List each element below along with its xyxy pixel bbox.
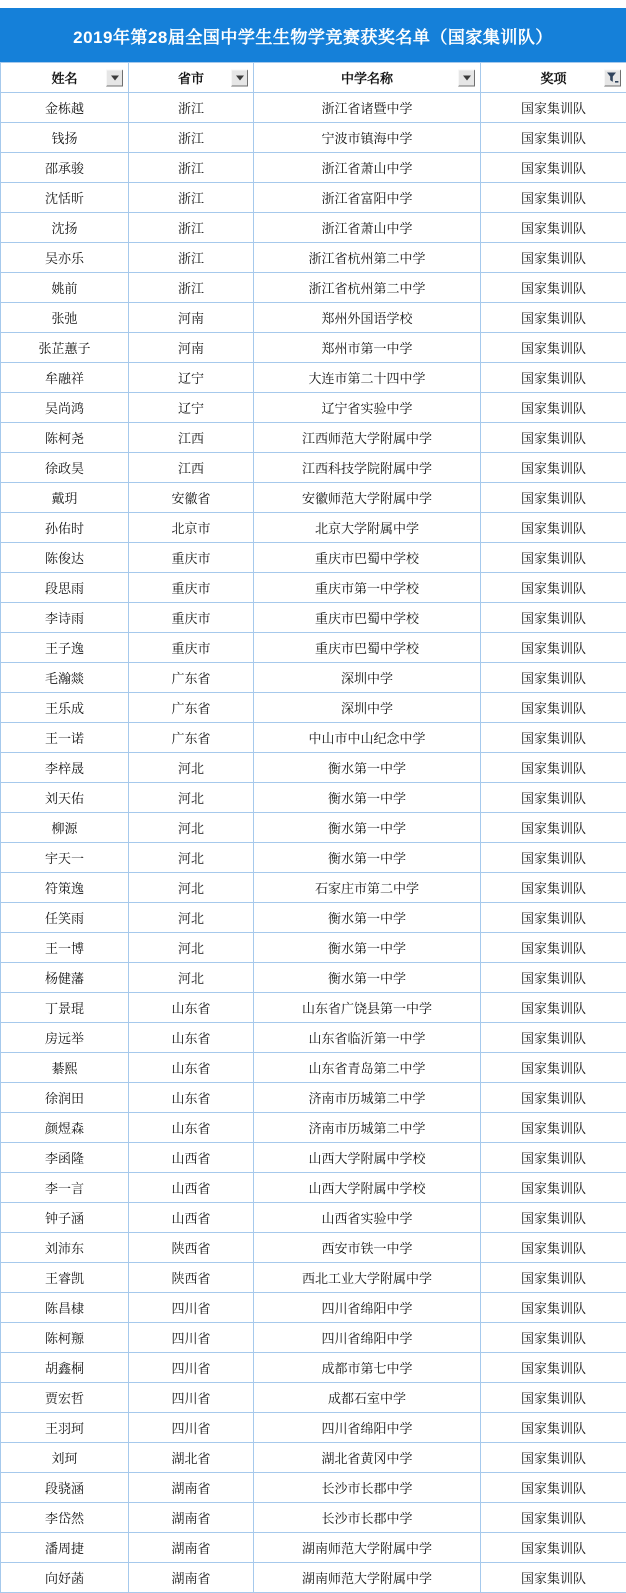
cell-school[interactable]: 深圳中学 (254, 663, 481, 693)
cell-province[interactable]: 四川省 (129, 1383, 254, 1413)
table-row (1, 903, 626, 933)
cell-name[interactable]: 钟子涵 (1, 1203, 129, 1233)
cell-province[interactable]: 河北 (129, 753, 254, 783)
cell-award[interactable]: 国家集训队 (481, 963, 626, 993)
cell-province[interactable]: 四川省 (129, 1353, 254, 1383)
cell-school[interactable]: 辽宁省实验中学 (254, 393, 481, 423)
cell-name[interactable]: 吴亦乐 (1, 243, 129, 273)
table-row (1, 1023, 626, 1053)
table-row (1, 1503, 626, 1533)
cell-school[interactable]: 成都石室中学 (254, 1383, 481, 1413)
awards-table (0, 62, 626, 1593)
cell-name[interactable]: 王一诺 (1, 723, 129, 753)
cell-name[interactable]: 房远举 (1, 1023, 129, 1053)
cell-name[interactable]: 陈昌棣 (1, 1293, 129, 1323)
cell-award[interactable]: 国家集训队 (481, 813, 626, 843)
cell-province[interactable]: 湖南省 (129, 1503, 254, 1533)
cell-award[interactable]: 国家集训队 (481, 363, 626, 393)
cell-name[interactable]: 徐润田 (1, 1083, 129, 1113)
cell-province[interactable]: 山西省 (129, 1143, 254, 1173)
cell-province[interactable]: 山东省 (129, 1113, 254, 1143)
table-row (1, 783, 626, 813)
cell-school[interactable]: 四川省绵阳中学 (254, 1413, 481, 1443)
cell-school[interactable]: 山东省青岛第二中学 (254, 1053, 481, 1083)
cell-school[interactable]: 衡水第一中学 (254, 843, 481, 873)
cell-name[interactable]: 刘珂 (1, 1443, 129, 1473)
cell-province[interactable]: 河南 (129, 303, 254, 333)
cell-award[interactable]: 国家集训队 (481, 1473, 626, 1503)
cell-province[interactable]: 四川省 (129, 1413, 254, 1443)
cell-province[interactable]: 河北 (129, 933, 254, 963)
cell-award[interactable]: 国家集训队 (481, 903, 626, 933)
table-row (1, 813, 626, 843)
cell-province[interactable]: 山东省 (129, 1053, 254, 1083)
cell-name[interactable]: 牟融祥 (1, 363, 129, 393)
column-header-province (129, 63, 254, 93)
table-row (1, 1323, 626, 1353)
cell-award[interactable]: 国家集训队 (481, 1323, 626, 1353)
table-row (1, 723, 626, 753)
table-row (1, 243, 626, 273)
cell-award[interactable]: 国家集训队 (481, 843, 626, 873)
cell-school[interactable]: 山西省实验中学 (254, 1203, 481, 1233)
cell-award[interactable]: 国家集训队 (481, 993, 626, 1023)
table-row (1, 1443, 626, 1473)
table-row (1, 693, 626, 723)
column-header-award-label: 奖项 (540, 71, 566, 86)
cell-school[interactable]: 山西大学附属中学校 (254, 1143, 481, 1173)
cell-province[interactable]: 浙江 (129, 93, 254, 123)
cell-province[interactable]: 浙江 (129, 123, 254, 153)
cell-award[interactable]: 国家集训队 (481, 753, 626, 783)
table-row (1, 273, 626, 303)
cell-province[interactable]: 山东省 (129, 1083, 254, 1113)
cell-award[interactable]: 国家集训队 (481, 423, 626, 453)
table-row (1, 1383, 626, 1413)
cell-name[interactable]: 任笑雨 (1, 903, 129, 933)
cell-name[interactable]: 李梓晟 (1, 753, 129, 783)
column-header-award (481, 63, 626, 93)
cell-award[interactable]: 国家集训队 (481, 1533, 626, 1563)
cell-award[interactable]: 国家集训队 (481, 93, 626, 123)
cell-name[interactable]: 杨健藩 (1, 963, 129, 993)
filter-dropdown-button-province[interactable] (231, 69, 248, 86)
cell-school[interactable]: 重庆市第一中学校 (254, 573, 481, 603)
cell-name[interactable]: 徐政昊 (1, 453, 129, 483)
cell-school[interactable]: 长沙市长郡中学 (254, 1473, 481, 1503)
cell-award[interactable]: 国家集训队 (481, 543, 626, 573)
table-body (1, 93, 626, 1593)
cell-award[interactable]: 国家集训队 (481, 1113, 626, 1143)
cell-name[interactable]: 王睿凯 (1, 1263, 129, 1293)
header-row (1, 63, 626, 93)
cell-province[interactable]: 广东省 (129, 693, 254, 723)
cell-province[interactable]: 湖南省 (129, 1533, 254, 1563)
table-row (1, 1113, 626, 1143)
cell-award[interactable]: 国家集训队 (481, 723, 626, 753)
funnel-filter-active-icon (606, 71, 619, 84)
cell-award[interactable]: 国家集训队 (481, 1563, 626, 1593)
cell-award[interactable]: 国家集训队 (481, 663, 626, 693)
cell-name[interactable]: 王子逸 (1, 633, 129, 663)
cell-school[interactable]: 济南市历城第二中学 (254, 1113, 481, 1143)
cell-award[interactable]: 国家集训队 (481, 303, 626, 333)
cell-award[interactable]: 国家集训队 (481, 1203, 626, 1233)
table-row (1, 1173, 626, 1203)
cell-award[interactable]: 国家集训队 (481, 1233, 626, 1263)
cell-name[interactable]: 李岱然 (1, 1503, 129, 1533)
cell-award[interactable]: 国家集训队 (481, 273, 626, 303)
cell-school[interactable]: 安徽师范大学附属中学 (254, 483, 481, 513)
cell-name[interactable]: 段骁涵 (1, 1473, 129, 1503)
cell-province[interactable]: 重庆市 (129, 603, 254, 633)
dropdown-arrow-icon (111, 75, 119, 80)
cell-name[interactable]: 陈柯尧 (1, 423, 129, 453)
cell-province[interactable]: 浙江 (129, 243, 254, 273)
spreadsheet (0, 8, 626, 1593)
cell-school[interactable]: 长沙市长郡中学 (254, 1503, 481, 1533)
table-row (1, 603, 626, 633)
table-row (1, 123, 626, 153)
cell-award[interactable]: 国家集训队 (481, 1383, 626, 1413)
cell-province[interactable]: 北京市 (129, 513, 254, 543)
cell-award[interactable]: 国家集训队 (481, 1353, 626, 1383)
table-row (1, 573, 626, 603)
cell-name[interactable]: 戴玥 (1, 483, 129, 513)
table-row (1, 633, 626, 663)
cell-name[interactable]: 金栋越 (1, 93, 129, 123)
table-row (1, 963, 626, 993)
cell-school[interactable]: 衡水第一中学 (254, 783, 481, 813)
cell-award[interactable]: 国家集训队 (481, 1413, 626, 1443)
table-row (1, 933, 626, 963)
cell-province[interactable]: 山东省 (129, 993, 254, 1023)
cell-school[interactable]: 浙江省富阳中学 (254, 183, 481, 213)
table-row (1, 453, 626, 483)
cell-name[interactable]: 段思雨 (1, 573, 129, 603)
cell-school[interactable]: 衡水第一中学 (254, 963, 481, 993)
cell-province[interactable]: 安徽省 (129, 483, 254, 513)
cell-name[interactable]: 王羽珂 (1, 1413, 129, 1443)
cell-province[interactable]: 陕西省 (129, 1263, 254, 1293)
cell-school[interactable]: 北京大学附属中学 (254, 513, 481, 543)
cell-name[interactable]: 张弛 (1, 303, 129, 333)
cell-province[interactable]: 重庆市 (129, 633, 254, 663)
cell-province[interactable]: 江西 (129, 423, 254, 453)
cell-award[interactable]: 国家集训队 (481, 1053, 626, 1083)
cell-award[interactable]: 国家集训队 (481, 573, 626, 603)
cell-province[interactable]: 广东省 (129, 663, 254, 693)
cell-school[interactable]: 郑州外国语学校 (254, 303, 481, 333)
cell-award[interactable]: 国家集训队 (481, 153, 626, 183)
cell-province[interactable]: 河北 (129, 903, 254, 933)
table-row (1, 513, 626, 543)
cell-school[interactable]: 大连市第二十四中学 (254, 363, 481, 393)
cell-name[interactable]: 沈恬昕 (1, 183, 129, 213)
filter-dropdown-button-name[interactable] (106, 69, 123, 86)
cell-name[interactable]: 陈柯羱 (1, 1323, 129, 1353)
cell-school[interactable]: 江西师范大学附属中学 (254, 423, 481, 453)
cell-province[interactable]: 重庆市 (129, 573, 254, 603)
cell-province[interactable]: 河北 (129, 873, 254, 903)
cell-school[interactable]: 湖北省黄冈中学 (254, 1443, 481, 1473)
cell-name[interactable]: 钱扬 (1, 123, 129, 153)
column-header-school-label: 中学名称 (341, 71, 393, 86)
table-row (1, 753, 626, 783)
table-row (1, 1353, 626, 1383)
cell-name[interactable]: 张芷蕙子 (1, 333, 129, 363)
cell-school[interactable]: 浙江省杭州第二中学 (254, 273, 481, 303)
cell-award[interactable]: 国家集训队 (481, 1143, 626, 1173)
cell-award[interactable]: 国家集训队 (481, 213, 626, 243)
cell-award[interactable]: 国家集训队 (481, 243, 626, 273)
cell-province[interactable]: 浙江 (129, 213, 254, 243)
cell-name[interactable]: 吴尚鸿 (1, 393, 129, 423)
filter-funnel-button-award[interactable] (604, 69, 621, 86)
cell-province[interactable]: 河北 (129, 783, 254, 813)
cell-name[interactable]: 孙佑时 (1, 513, 129, 543)
cell-school[interactable]: 衡水第一中学 (254, 933, 481, 963)
dropdown-arrow-icon (463, 75, 471, 80)
cell-province[interactable]: 江西 (129, 453, 254, 483)
cell-award[interactable]: 国家集训队 (481, 333, 626, 363)
cell-province[interactable]: 山西省 (129, 1173, 254, 1203)
cell-name[interactable]: 宇天一 (1, 843, 129, 873)
cell-award[interactable]: 国家集训队 (481, 1443, 626, 1473)
cell-province[interactable]: 四川省 (129, 1323, 254, 1353)
cell-province[interactable]: 湖南省 (129, 1563, 254, 1593)
table-row (1, 483, 626, 513)
cell-name[interactable]: 毛瀚燚 (1, 663, 129, 693)
cell-award[interactable]: 国家集训队 (481, 123, 626, 153)
cell-school[interactable]: 山东省临沂第一中学 (254, 1023, 481, 1053)
table-row (1, 993, 626, 1023)
cell-school[interactable]: 衡水第一中学 (254, 903, 481, 933)
cell-award[interactable]: 国家集训队 (481, 783, 626, 813)
cell-school[interactable]: 衡水第一中学 (254, 813, 481, 843)
table-row (1, 843, 626, 873)
cell-school[interactable]: 深圳中学 (254, 693, 481, 723)
cell-province[interactable]: 湖南省 (129, 1473, 254, 1503)
cell-name[interactable]: 符策逸 (1, 873, 129, 903)
cell-province[interactable]: 辽宁 (129, 393, 254, 423)
table-row (1, 333, 626, 363)
cell-province[interactable]: 重庆市 (129, 543, 254, 573)
cell-province[interactable]: 山东省 (129, 1023, 254, 1053)
cell-school[interactable]: 山西大学附属中学校 (254, 1173, 481, 1203)
table-row (1, 873, 626, 903)
cell-school[interactable]: 浙江省萧山中学 (254, 213, 481, 243)
table-row (1, 93, 626, 123)
table-row (1, 1473, 626, 1503)
cell-award[interactable]: 国家集训队 (481, 393, 626, 423)
cell-award[interactable]: 国家集训队 (481, 1023, 626, 1053)
table-row (1, 543, 626, 573)
cell-name[interactable]: 李一言 (1, 1173, 129, 1203)
cell-award[interactable]: 国家集训队 (481, 1503, 626, 1533)
table-row (1, 423, 626, 453)
cell-province[interactable]: 浙江 (129, 273, 254, 303)
cell-name[interactable]: 邵承骏 (1, 153, 129, 183)
cell-name[interactable]: 贾宏哲 (1, 1383, 129, 1413)
cell-name[interactable]: 颜煜森 (1, 1113, 129, 1143)
cell-award[interactable]: 国家集训队 (481, 933, 626, 963)
cell-name[interactable]: 王一博 (1, 933, 129, 963)
cell-school[interactable]: 浙江省诸暨中学 (254, 93, 481, 123)
cell-name[interactable]: 沈扬 (1, 213, 129, 243)
cell-school[interactable]: 四川省绵阳中学 (254, 1293, 481, 1323)
cell-school[interactable]: 石家庄市第二中学 (254, 873, 481, 903)
cell-province[interactable]: 山西省 (129, 1203, 254, 1233)
cell-province[interactable]: 浙江 (129, 153, 254, 183)
cell-name[interactable]: 胡鑫桐 (1, 1353, 129, 1383)
cell-award[interactable]: 国家集训队 (481, 453, 626, 483)
cell-school[interactable]: 浙江省萧山中学 (254, 153, 481, 183)
cell-school[interactable]: 西北工业大学附属中学 (254, 1263, 481, 1293)
cell-school[interactable]: 湖南师范大学附属中学 (254, 1563, 481, 1593)
table-row (1, 663, 626, 693)
cell-province[interactable]: 河北 (129, 813, 254, 843)
cell-name[interactable]: 刘天佑 (1, 783, 129, 813)
column-header-school (254, 63, 481, 93)
cell-school[interactable]: 江西科技学院附属中学 (254, 453, 481, 483)
cell-school[interactable]: 成都市第七中学 (254, 1353, 481, 1383)
cell-name[interactable]: 刘沛东 (1, 1233, 129, 1263)
table-row (1, 1203, 626, 1233)
cell-name[interactable]: 綦熙 (1, 1053, 129, 1083)
cell-province[interactable]: 湖北省 (129, 1443, 254, 1473)
cell-school[interactable]: 重庆市巴蜀中学校 (254, 543, 481, 573)
cell-school[interactable]: 重庆市巴蜀中学校 (254, 633, 481, 663)
column-header-name (1, 63, 129, 93)
table-row (1, 1233, 626, 1263)
cell-name[interactable]: 李函隆 (1, 1143, 129, 1173)
table-row (1, 363, 626, 393)
cell-school[interactable]: 衡水第一中学 (254, 753, 481, 783)
cell-award[interactable]: 国家集训队 (481, 1083, 626, 1113)
cell-name[interactable]: 柳源 (1, 813, 129, 843)
table-row (1, 1533, 626, 1563)
cell-school[interactable]: 四川省绵阳中学 (254, 1323, 481, 1353)
cell-award[interactable]: 国家集训队 (481, 873, 626, 903)
cell-name[interactable]: 李诗雨 (1, 603, 129, 633)
cell-school[interactable]: 中山市中山纪念中学 (254, 723, 481, 753)
page-title: 2019年第28届全国中学生生物学竞赛获奖名单（国家集训队） (0, 8, 626, 62)
cell-school[interactable]: 浙江省杭州第二中学 (254, 243, 481, 273)
table-row (1, 1263, 626, 1293)
cell-award[interactable]: 国家集训队 (481, 513, 626, 543)
cell-award[interactable]: 国家集训队 (481, 1173, 626, 1203)
cell-province[interactable]: 辽宁 (129, 363, 254, 393)
cell-award[interactable]: 国家集训队 (481, 483, 626, 513)
cell-school[interactable]: 宁波市镇海中学 (254, 123, 481, 153)
cell-province[interactable]: 浙江 (129, 183, 254, 213)
cell-school[interactable]: 济南市历城第二中学 (254, 1083, 481, 1113)
cell-school[interactable]: 西安市铁一中学 (254, 1233, 481, 1263)
table-row (1, 1413, 626, 1443)
table-row (1, 1053, 626, 1083)
column-header-name-label: 姓名 (51, 71, 77, 86)
cell-name[interactable]: 向妤菡 (1, 1563, 129, 1593)
table-row (1, 153, 626, 183)
table-row (1, 393, 626, 423)
cell-name[interactable]: 潘周捷 (1, 1533, 129, 1563)
cell-name[interactable]: 丁景琨 (1, 993, 129, 1023)
dropdown-arrow-icon (236, 75, 244, 80)
cell-province[interactable]: 广东省 (129, 723, 254, 753)
cell-school[interactable]: 重庆市巴蜀中学校 (254, 603, 481, 633)
table-row (1, 1143, 626, 1173)
filter-dropdown-button-school[interactable] (458, 69, 475, 86)
table-row (1, 1293, 626, 1323)
table-row (1, 183, 626, 213)
cell-award[interactable]: 国家集训队 (481, 633, 626, 663)
cell-name[interactable]: 陈俊达 (1, 543, 129, 573)
cell-award[interactable]: 国家集训队 (481, 1263, 626, 1293)
column-header-province-label: 省市 (178, 71, 204, 86)
cell-province[interactable]: 河南 (129, 333, 254, 363)
cell-name[interactable]: 王乐成 (1, 693, 129, 723)
cell-province[interactable]: 陕西省 (129, 1233, 254, 1263)
cell-province[interactable]: 四川省 (129, 1293, 254, 1323)
table-row (1, 1083, 626, 1113)
cell-province[interactable]: 河北 (129, 963, 254, 993)
table-row (1, 1563, 626, 1593)
cell-school[interactable]: 山东省广饶县第一中学 (254, 993, 481, 1023)
cell-name[interactable]: 姚前 (1, 273, 129, 303)
cell-award[interactable]: 国家集训队 (481, 603, 626, 633)
cell-school[interactable]: 郑州市第一中学 (254, 333, 481, 363)
cell-province[interactable]: 河北 (129, 843, 254, 873)
table-row (1, 213, 626, 243)
cell-award[interactable]: 国家集训队 (481, 693, 626, 723)
cell-award[interactable]: 国家集训队 (481, 1293, 626, 1323)
cell-school[interactable]: 湖南师范大学附属中学 (254, 1533, 481, 1563)
table-row (1, 303, 626, 333)
cell-award[interactable]: 国家集训队 (481, 183, 626, 213)
